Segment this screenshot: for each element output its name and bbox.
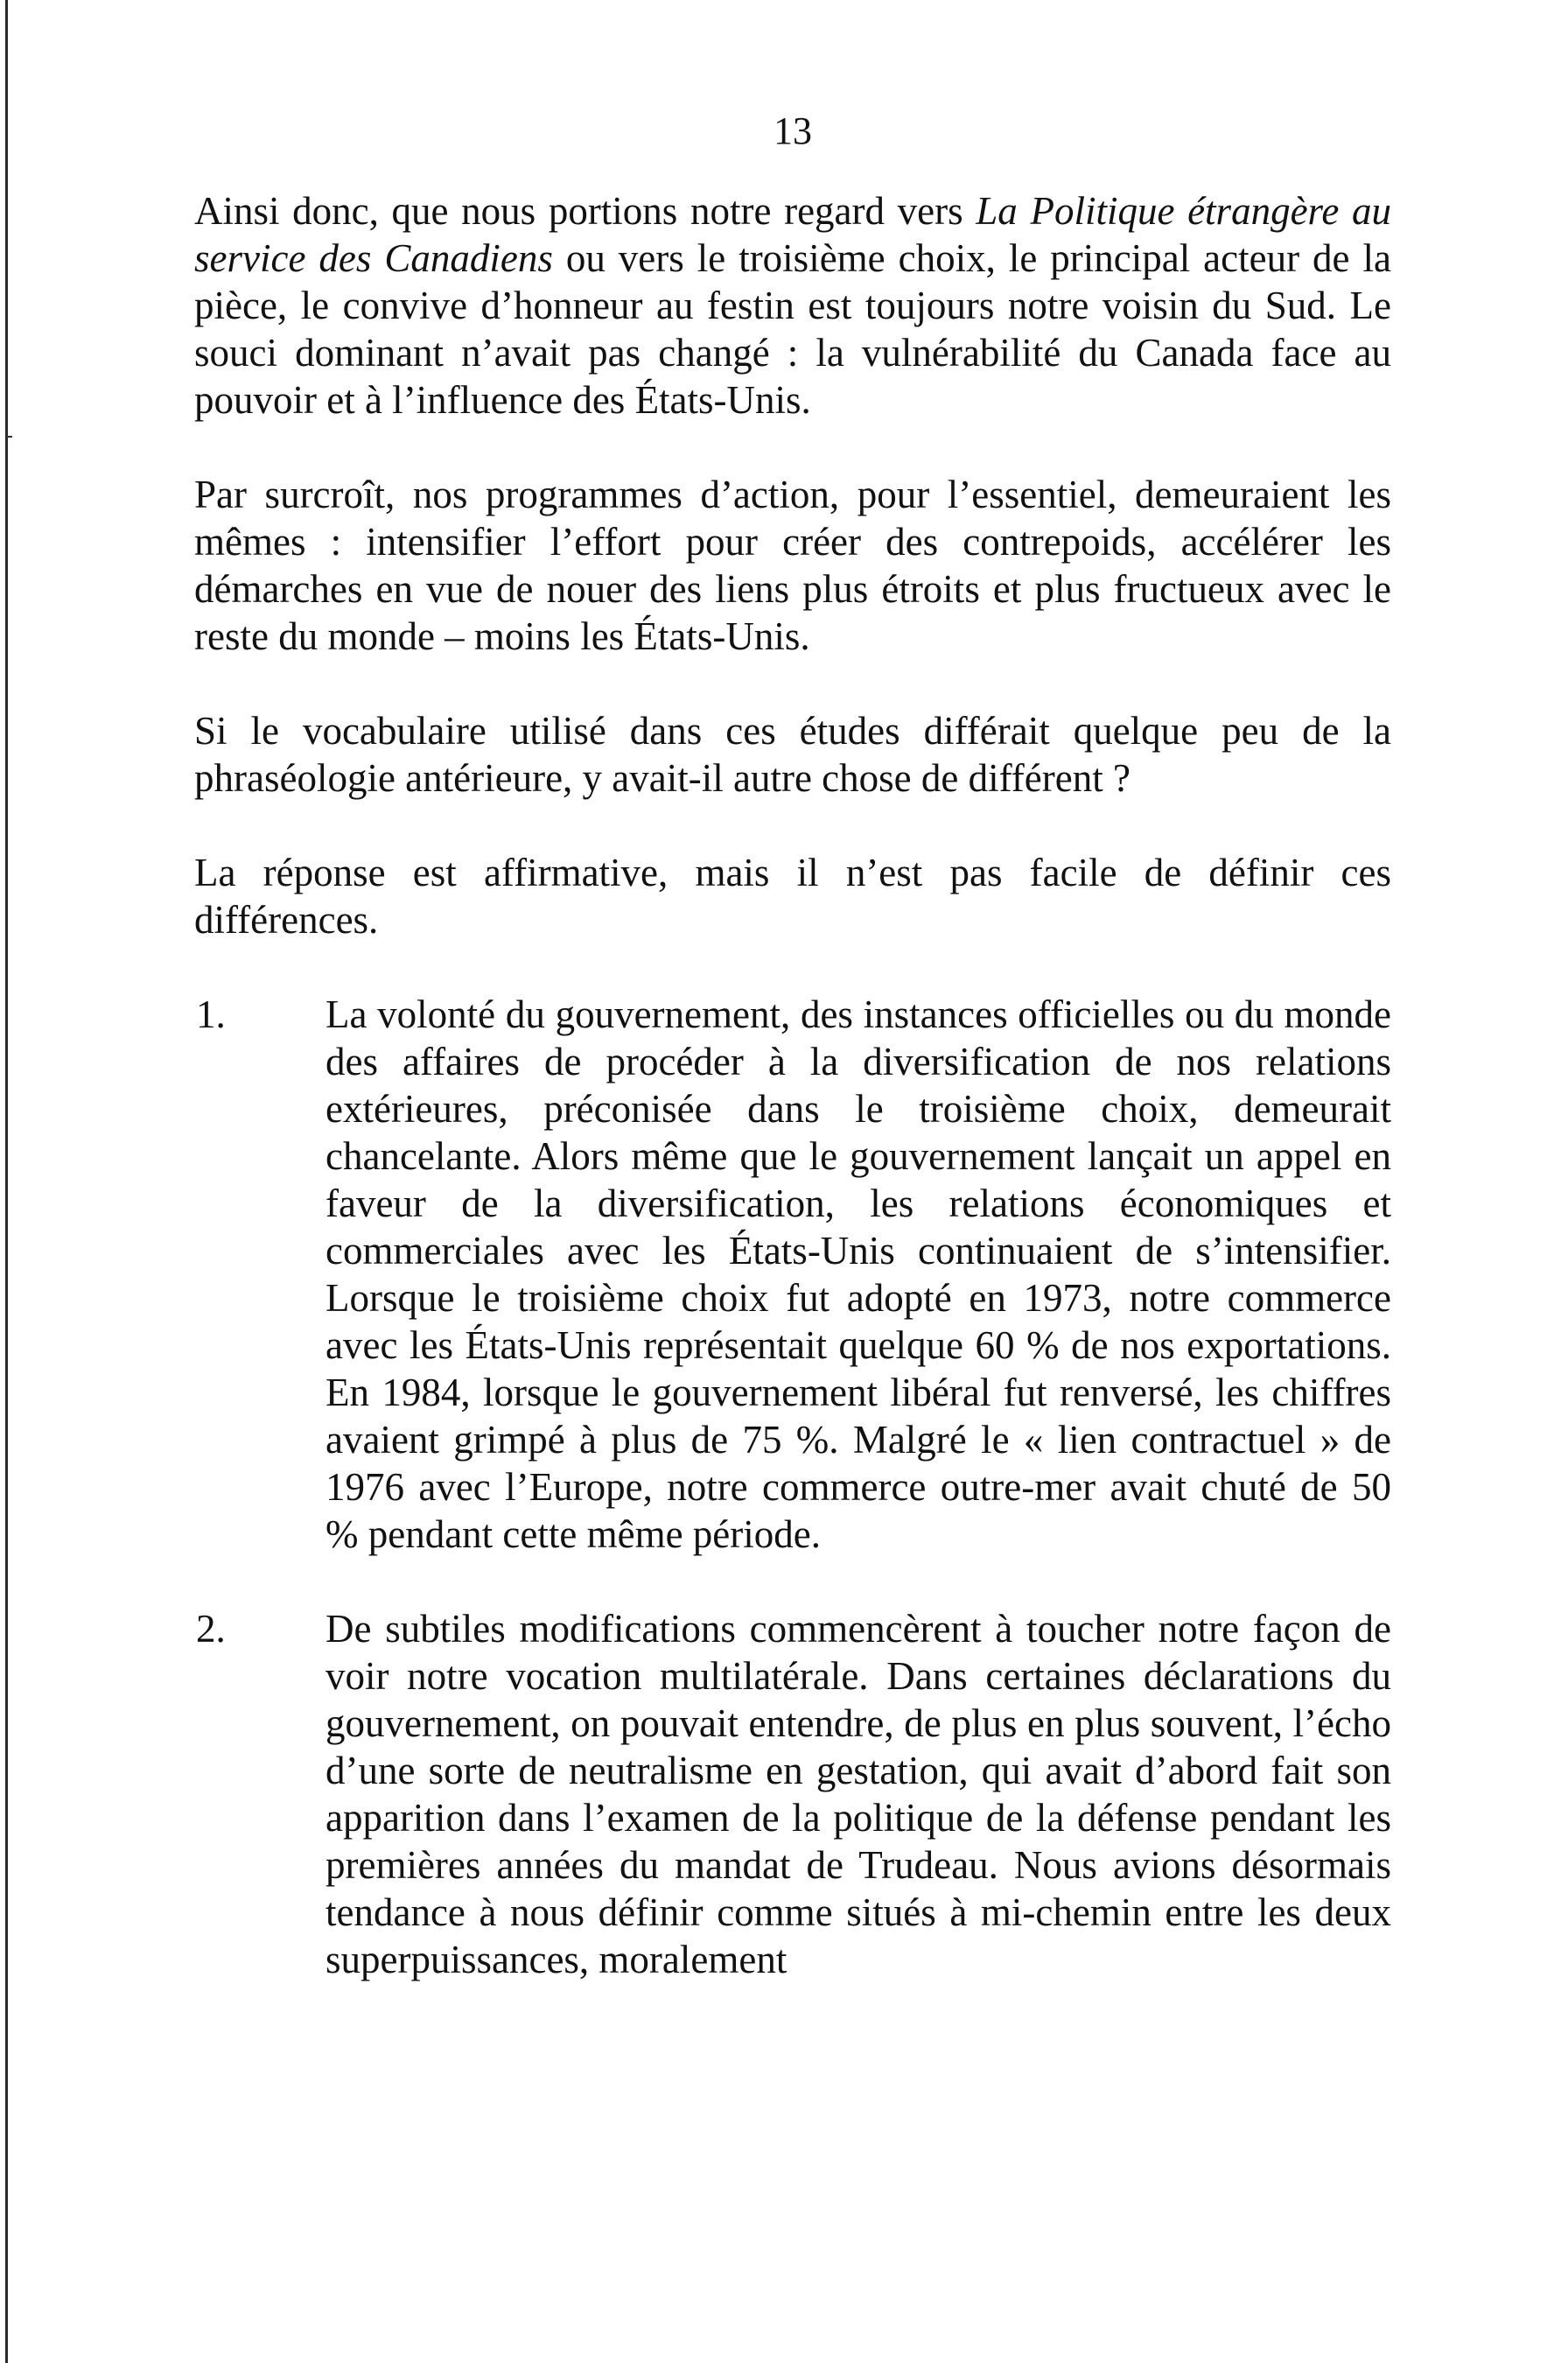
paragraph-3: Si le vocabulaire utilisé dans ces études différait quelque peu de la phraséologie antérieure, y avait-il autre chose de différent ? [194,709,1391,800]
paragraph-2: Par surcroît, nos programmes d’action, pour l’essentiel, demeuraient les mêmes : intensifier l’effort pour créer des contrepoids, accélérer les démarches en vue de nouer des liens plus étroits et plus fructueux avec le reste du monde – moins les États-Unis. [194,473,1391,658]
paragraph-1-rest: ou vers le troisième choix, le principal acteur de la pièce, le convive d’honneur au festin est toujours notre voisin du Sud. Le souci dominant n’avait pas changé : la vulnérabilité du Canada face au pouvoir et à l’influence des États-Unis. [194,236,1391,422]
list-item-1-marker: 1. [196,992,226,1036]
list-item-1 [194,991,1391,1558]
page-number: 13 [774,109,812,152]
list-item-1-text: La volonté du gouvernement, des instances officielles ou du monde des affaires de procéder à la diversification de nos relations extérieures, préconisée dans le troisième choix, demeurait chancelante. Alors même que le gouvernement lançait un appel en faveur de la diversification, les relations économiques et commerciales avec les États-Unis continuaient de s’intensifier. Lorsque le troisième choix fut adopté en 1973, notre commerce avec les États-Unis représentait quelque 60 % de nos exportations. En 1984, lorsque le gouvernement libéral fut renversé, les chiffres avaient grimpé à plus de 75 %. Malgré le « lien contractuel » de 1976 avec l’Europe, notre commerce outre-mer avait chuté de 50 % pendant cette même période. [326,992,1391,1556]
list-item-2 [194,1605,1391,1983]
document-page [194,105,1391,2030]
paragraph-1-lead: Ainsi donc, que nous portions notre regard vers [194,189,976,233]
publication-title: La Politique étrangère au service des Canadiens [194,189,1392,280]
paragraph-4: La réponse est affirmative, mais il n’est pas facile de définir ces différences. [194,851,1391,942]
list-item-2-text: De subtiles modifications commencèrent à toucher notre façon de voir notre vocation multilatérale. Dans certaines déclarations du gouvernement, on pouvait entendre, de plus en plus souvent, l’écho d’une sorte de neutralisme en gestation, qui avait d’abord fait son apparition dans l’examen de la politique de la défense pendant les premières années du mandat de Trudeau. Nous avions désormais tendance à nous définir comme situés à mi-chemin entre les deux superpuissances, moralement [326,1607,1391,1981]
scan-left-edge-line [5,0,8,2363]
scan-edge-mark [7,436,12,438]
paragraph-1 [194,187,1391,424]
list-item-2-marker: 2. [196,1607,226,1651]
